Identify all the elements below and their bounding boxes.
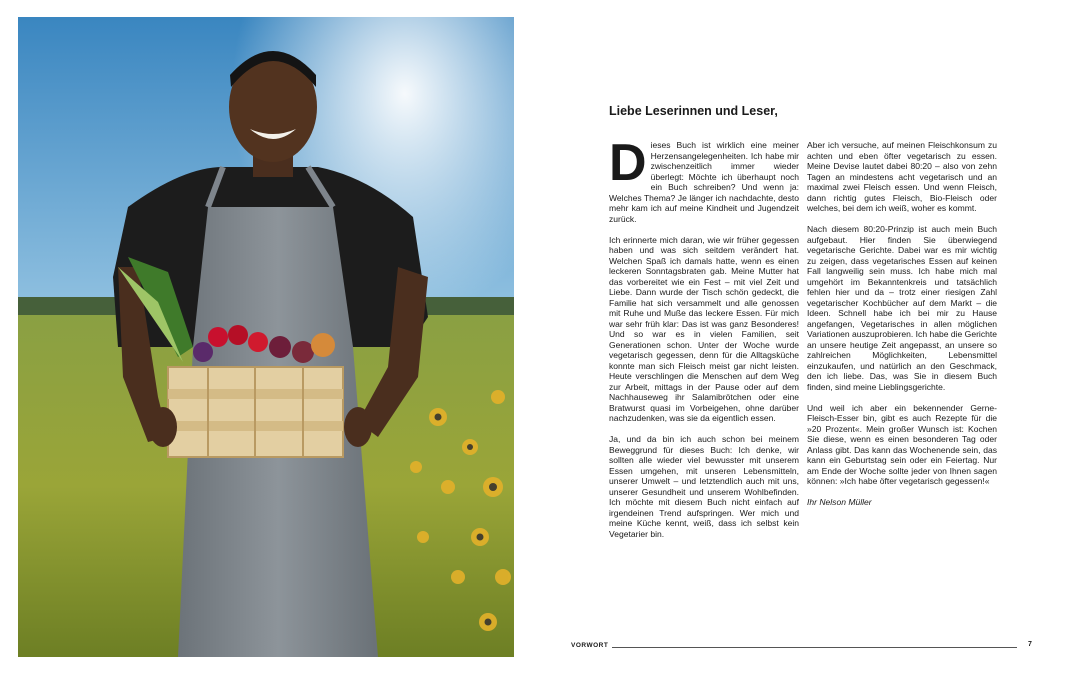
letter-heading: Liebe Leserinnen und Leser, xyxy=(609,104,778,118)
paragraph-text: ieses Buch ist wirklich eine meiner Herzensangelegenheiten. Ich habe mir zwischenzeitlich immer wieder überlegt: Möchte ich überhaupt noch ein Buch schreiben? Und wenn ja: Welches Thema? Je länger ich nachdachte, desto mehr kam ich auf meine Kindheit und Jugendzeit zurück. xyxy=(609,140,799,224)
section-label: VORWORT xyxy=(571,642,609,649)
page-number: 7 xyxy=(1028,641,1032,648)
text-column-right xyxy=(807,140,997,518)
paragraph: Ich erinnerte mich daran, wie wir früher gegessen haben und was sich seitdem verändert hat. Welchen Spaß ich damals hatte, wenn es einen leckeren Sonntagsbraten gab. Meine Mutter hat das vorbereitet wie ein Fest – mit viel Zeit und Liebe. Dann wurde der Tisch schön gedeckt, die Familie hat sich versammelt und alle genossen mit Ruhe und Muße das leckere Essen. Für mich war sehr früh klar: Das ist was ganz Besonderes! Und so war es in vielen Familien, seit Generationen schon. Unter der Woche wurde vegetarisch gegessen, denn für die Alltagsküche konnte man sich Fleisch meist gar nicht leisten. Heute verschlingen die Menschen auf dem Weg zur Arbeit, mittags in der Pause oder auf dem Nachhauseweg ihr Salamibrötchen oder eine Bratwurst quasi im Vorbeigehen, ohne darüber nachzudenken, was sie da eigentlich essen. xyxy=(609,234,799,423)
paragraph xyxy=(609,134,799,224)
paragraph: Und weil ich aber ein bekennender Gerne-Fleisch-Esser bin, gibt es auch Rezepte für die »20 Prozent«. Mein großer Wunsch ist: Kochen Sie diese, wenn es einen besonderen Tag oder Anlass gibt. Das kann das Wochenende sein, das kann ein Geburtstag sein oder ein Feiertag. Nur am Ende der Woche sollte jeder von Ihnen sagen können: »Ich habe öfter vegetarisch gegessen!« xyxy=(807,402,997,486)
chef-portrait-photo xyxy=(18,17,514,657)
paragraph: Aber ich versuche, auf meinen Fleischkonsum zu achten und eben öfter vegetarisch zu essen. Meine Devise lautet dabei 80:20 – also von zehn Tagen an mindestens acht vegetarisch und an maximal zwei Fleisch essen. Und wenn Fleisch, dann richtig gutes Fleisch, Bio-Fleisch oder welches, bei dem ich weiß, woher es kommt. xyxy=(807,140,997,213)
paragraph: Nach diesem 80:20-Prinzip ist auch mein Buch aufgebaut. Hier finden Sie überwiegend vegetarische Gerichte. Dabei war es mir wichtig zu zeigen, dass vegetarisches Essen auf keinen Fall langweilig sein muss. Ich habe mich mal umgehört im Bekanntenkreis und tatsächlich fehlen hier und da – trotz einer riesigen Zahl vegetarischer Kochbücher auf dem Markt – die Ideen. Schnell habe ich bei mir zu Hause angefangen, Vegetarisches in allen möglichen Variationen auszuprobieren. Ich habe die Gerichte an unsere heutige Zeit angepasst, an unsere so zahlreichen Möglichkeiten, Lebensmittel einzukaufen, und natürlich an den Geschmack, den ich liebe. Das, was Sie in diesem Buch finden, sind meine Lieblingsgerichte. xyxy=(807,224,997,392)
paragraph: Ja, und da bin ich auch schon bei meinem Beweggrund für dieses Buch: Ich denke, wir sollten alle wieder viel bewusster mit unserem Essen umgehen, mit unseren Lebensmitteln, unserer Umwelt – und letztendlich auch mit uns, unserer Gesundheit und unserem Wohlbefinden. Ich möchte mit diesem Buch nicht einfach auf irgendeinen Trend aufspringen. Wer mich und meine Küche kennt, weiß, dass ich selbst kein Vegetarier bin. xyxy=(609,434,799,539)
footer-rule xyxy=(612,647,1017,648)
drop-cap: D xyxy=(609,134,647,192)
text-column-left xyxy=(609,134,799,550)
signature: Ihr Nelson Müller xyxy=(807,497,872,507)
